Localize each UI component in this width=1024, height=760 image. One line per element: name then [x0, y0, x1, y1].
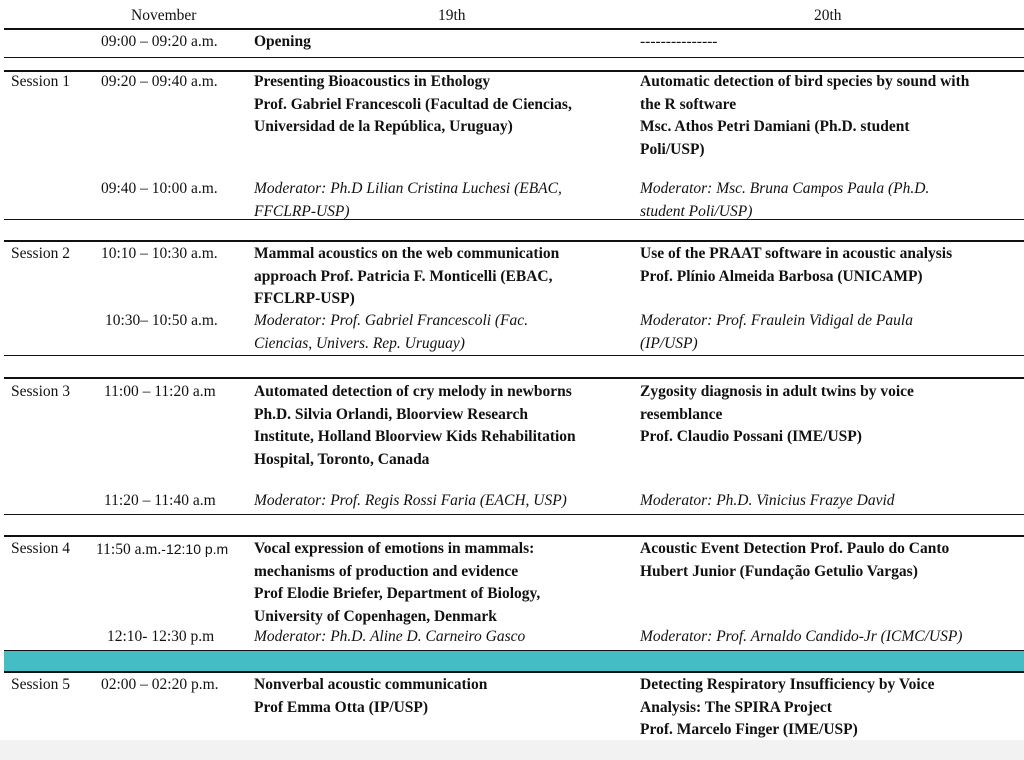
talk-line: Zygosity diagnosis in adult twins by voice	[640, 383, 914, 400]
talk-line: Prof. Marcelo Finger (IME/USP)	[640, 721, 858, 738]
moderator-time: 11:20 – 11:40 a.m	[104, 492, 216, 509]
header-day-19: 19th	[438, 7, 466, 24]
talk-line: Institute, Holland Bloorview Kids Rehabilitation	[254, 428, 576, 445]
talk-line: Detecting Respiratory Insufficiency by Voice	[640, 676, 935, 693]
talk-line: Ph.D. Silvia Orlandi, Bloorview Research	[254, 405, 528, 423]
moderator-line: Moderator: Ph.D Lilian Cristina Luchesi (EBAC,	[254, 180, 562, 197]
moderator-line: Moderator: Prof. Fraulein Vidigal de Paula	[640, 312, 913, 329]
talk-time-start: 11:50 a.m.	[96, 541, 162, 558]
talk-line: Automated detection of cry melody in newborns	[254, 383, 572, 400]
opening-day2-placeholder: ---------------	[640, 33, 718, 50]
moderator-time: 10:30– 10:50 a.m.	[105, 312, 218, 329]
talk-line: Mammal acoustics on the web communication	[254, 245, 560, 262]
talk-line: Automatic detection of bird species by sound with	[640, 73, 970, 90]
opening-time: 09:00 – 09:20 a.m.	[101, 33, 218, 50]
page-bottom-strip	[0, 740, 1024, 760]
opening-title: Opening	[254, 33, 311, 50]
session-label: Session 2	[11, 245, 70, 262]
talk-line: Hospital, Toronto, Canada	[254, 450, 430, 468]
talk-line: University of Copenhagen, Denmark	[254, 607, 497, 625]
session-label: Session 1	[11, 73, 70, 90]
talk-line: Hubert Junior (Fundação Getulio Vargas)	[640, 562, 918, 580]
moderator-line: Moderator: Prof. Regis Rossi Faria (EACH, USP)	[254, 492, 567, 509]
moderator-line: Moderator: Prof. Arnaldo Candido-Jr (ICMC/USP)	[640, 628, 963, 645]
talk-line: mechanisms of production and evidence	[254, 562, 519, 580]
header-day-20: 20th	[814, 7, 842, 24]
session-label: Session 4	[11, 540, 70, 557]
moderator-line: student Poli/USP)	[640, 202, 753, 220]
header-month: November	[131, 7, 197, 24]
talk-line: Presenting Bioacoustics in Ethology	[254, 73, 491, 90]
moderator-line: Ciencias, Univers. Rep. Uruguay)	[254, 334, 465, 352]
talk-line: Prof. Gabriel Francescoli (Facultad de Ciencias,	[254, 95, 572, 113]
talk-line: FFCLRP-USP)	[254, 290, 355, 307]
talk-line: Analysis: The SPIRA Project	[640, 698, 832, 716]
break-band	[4, 651, 1024, 671]
row-divider	[4, 57, 1024, 58]
moderator-line: Moderator: Msc. Bruna Campos Paula (Ph.D.	[640, 180, 930, 197]
moderator-line: (IP/USP)	[640, 334, 698, 352]
talk-time	[96, 538, 228, 562]
header-rule	[4, 28, 1024, 30]
talk-time: 11:00 – 11:20 a.m	[104, 383, 216, 400]
talk-line: Prof Elodie Briefer, Department of Biology,	[254, 585, 541, 602]
session-label: Session 3	[11, 383, 70, 400]
talk-line: Poli/USP)	[640, 140, 705, 158]
row-divider	[4, 355, 1024, 356]
talk-line: Universidad de la República, Uruguay)	[254, 118, 513, 135]
talk-line: Acoustic Event Detection Prof. Paulo do Canto	[640, 540, 950, 557]
moderator-time: 12:10- 12:30 p.m	[107, 628, 215, 645]
talk-line: Prof. Plínio Almeida Barbosa (UNICAMP)	[640, 267, 923, 285]
moderator-line: Moderator: Ph.D. Aline D. Carneiro Gasco	[254, 628, 526, 645]
row-divider	[4, 377, 1024, 379]
moderator-line: FFCLRP-USP)	[254, 202, 350, 220]
talk-line: Use of the PRAAT software in acoustic analysis	[640, 245, 953, 262]
row-divider	[4, 514, 1024, 515]
row-divider	[4, 671, 1024, 673]
talk-line: approach Prof. Patricia F. Monticelli (EBAC,	[254, 267, 553, 285]
moderator-line: Moderator: Ph.D. Vinicius Frazye David	[640, 492, 895, 509]
session-label: Session 5	[11, 676, 70, 693]
talk-line: Msc. Athos Petri Damiani (Ph.D. student	[640, 118, 910, 135]
talk-time: 02:00 – 02:20 p.m.	[101, 676, 219, 693]
talk-line: Vocal expression of emotions in mammals:	[254, 540, 535, 557]
talk-line: Prof. Claudio Possani (IME/USP)	[640, 428, 862, 445]
moderator-line: Moderator: Prof. Gabriel Francescoli (Fac.	[254, 312, 529, 329]
talk-line: resemblance	[640, 405, 723, 423]
talk-time: 10:10 – 10:30 a.m.	[101, 245, 218, 262]
talk-time: 09:20 – 09:40 a.m.	[101, 73, 218, 90]
row-divider	[4, 219, 1024, 220]
talk-line: the R software	[640, 95, 737, 113]
talk-line: Nonverbal acoustic communication	[254, 676, 488, 693]
talk-line: Prof Emma Otta (IP/USP)	[254, 698, 429, 716]
row-divider	[4, 240, 1024, 242]
moderator-time: 09:40 – 10:00 a.m.	[101, 180, 218, 197]
talk-time-end: -12:10 p.m	[161, 541, 229, 557]
row-divider	[4, 535, 1024, 537]
